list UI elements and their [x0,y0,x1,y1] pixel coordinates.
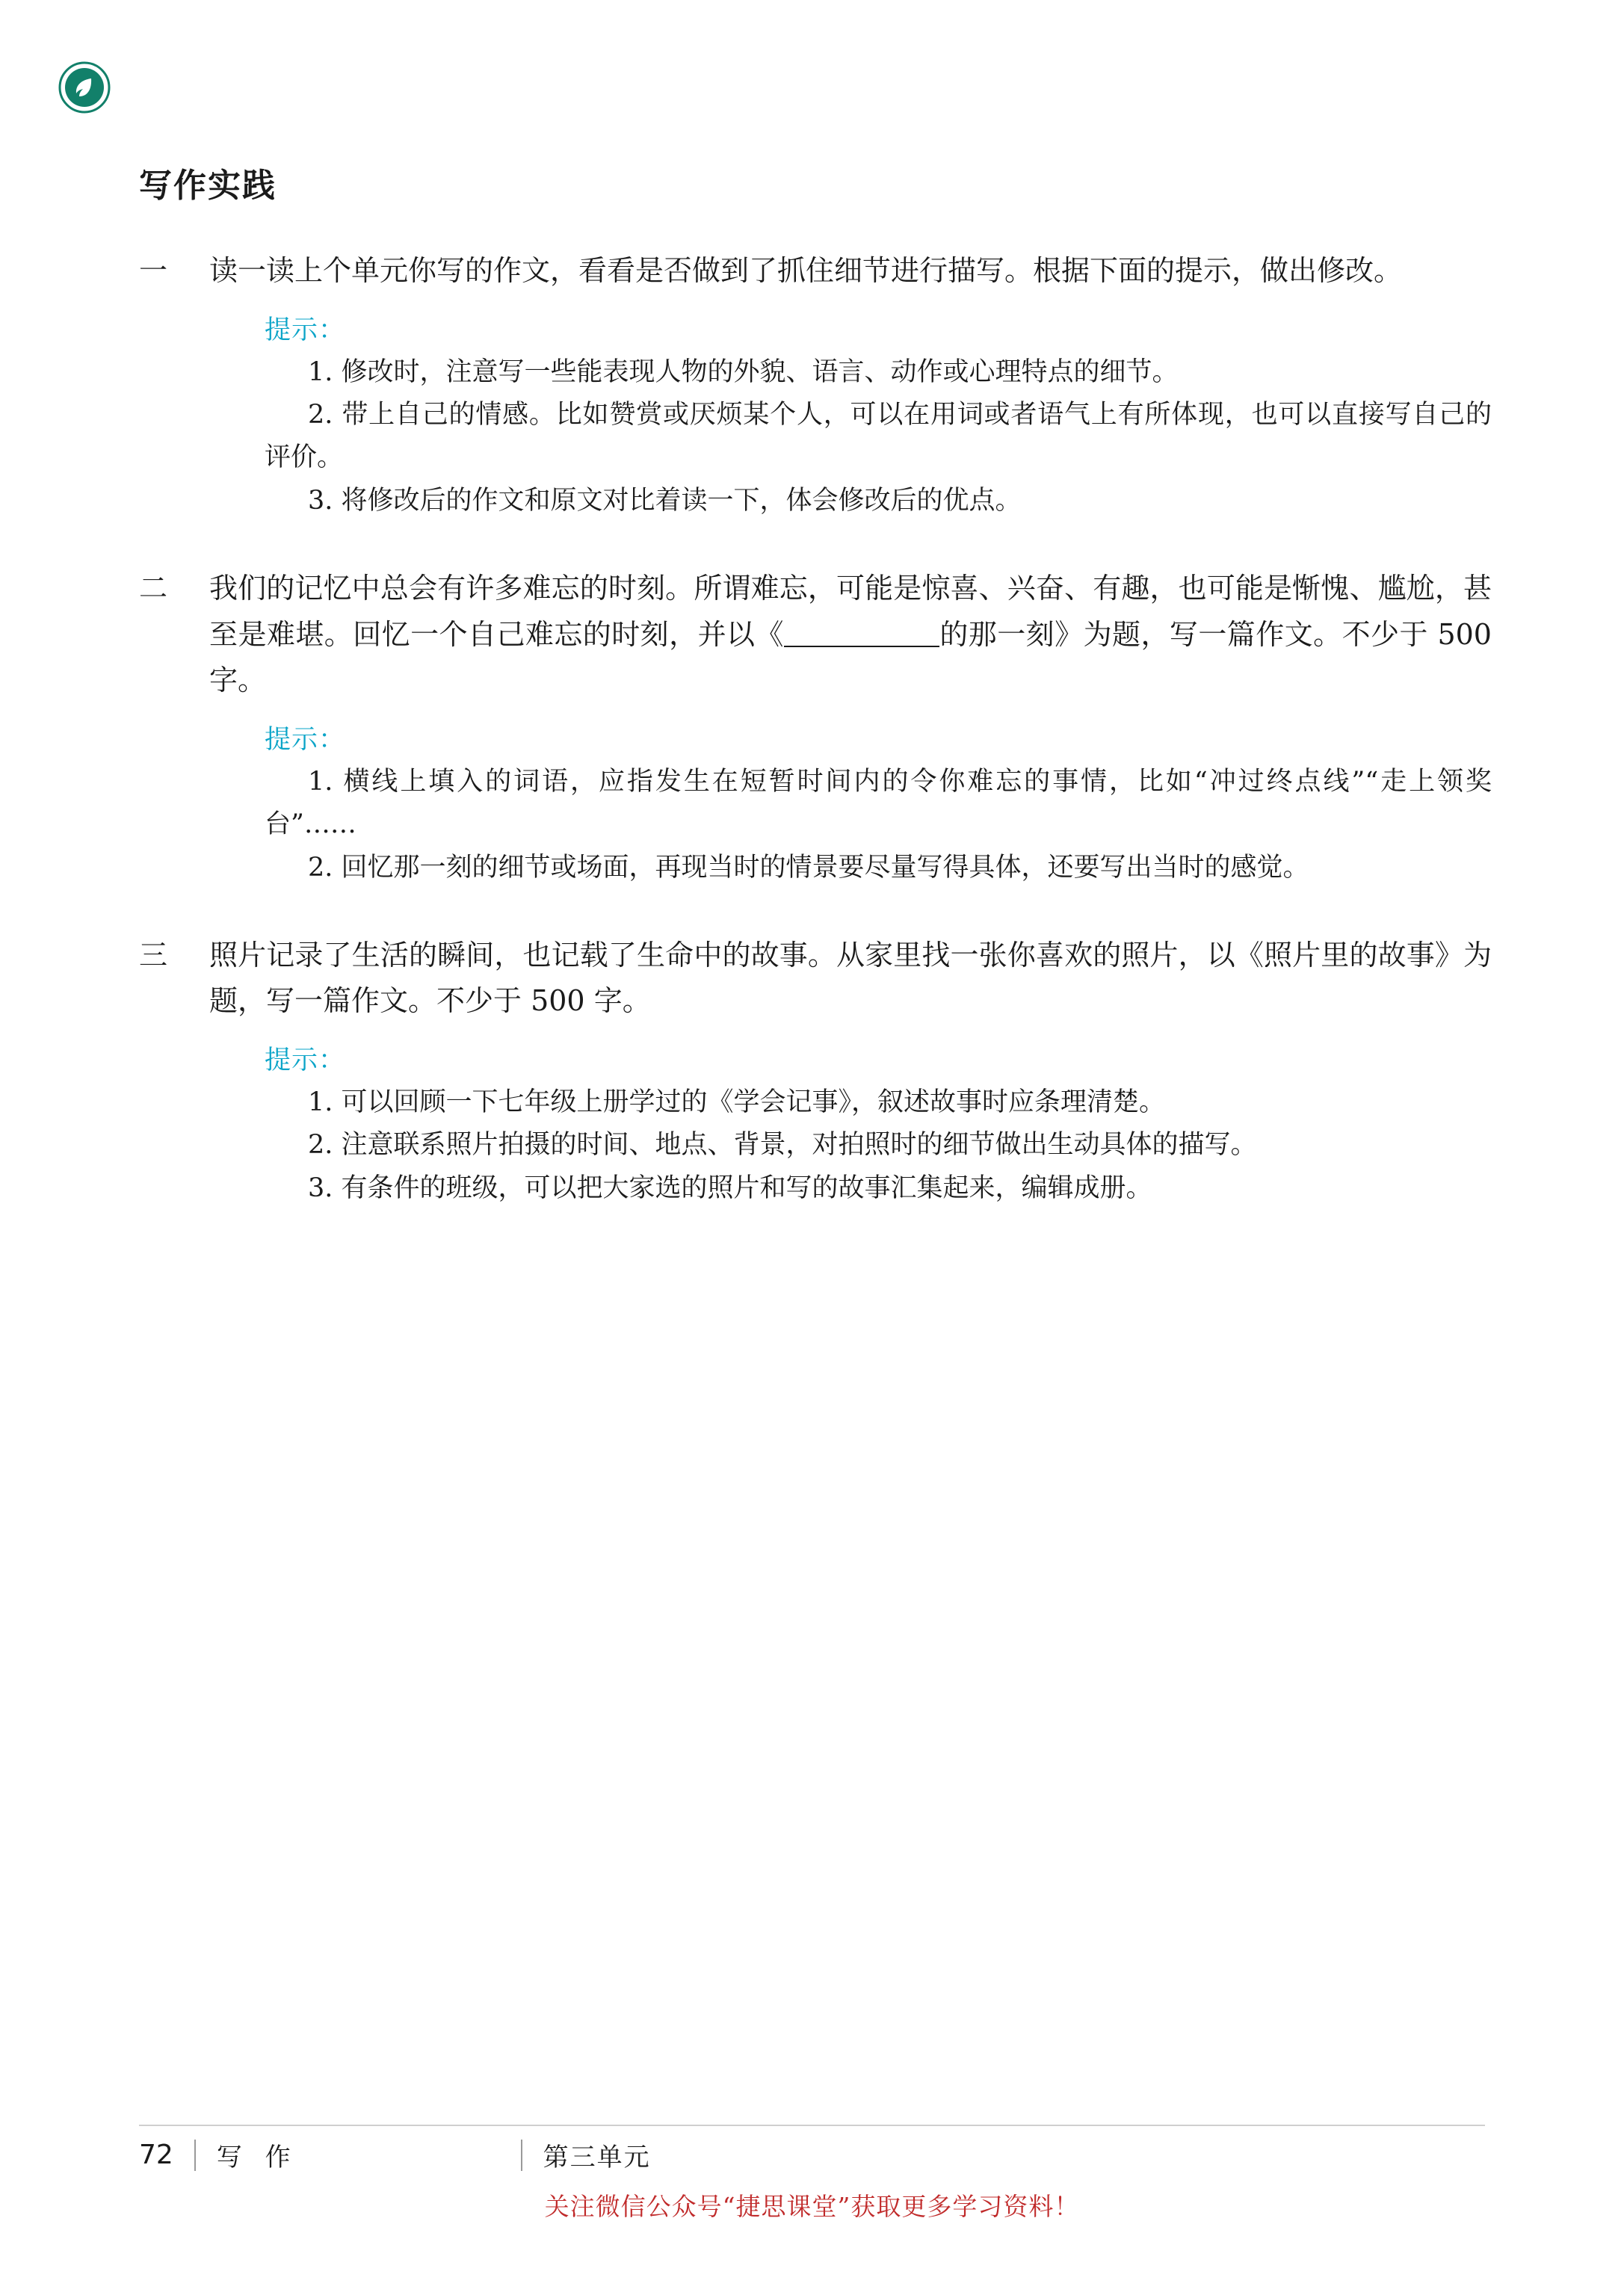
footer-label: 写 作 [216,2143,298,2172]
page-footer [0,2125,1624,2229]
footer-separator [521,2140,522,2171]
exercise-item [139,933,1492,1210]
hint-item: 2. 带上自己的情感。比如赞赏或厌烦某个人，可以在用词或者语气上有所体现，也可以直接写自己的评价。 [265,399,1492,473]
hint-item: 1. 横线上填入的词语，应指发生在短暂时间内的令你难忘的事情，比如“冲过终点线”“走上领奖台”…… [265,766,1492,840]
hint-item: 2. 注意联系照片拍摄的时间、地点、背景，对拍照时的细节做出生动具体的描写。 [308,1130,1257,1161]
exercise-item [139,566,1492,889]
footer-divider [139,2125,1485,2126]
hint-label: 提示： [265,724,346,755]
footer-unit: 第三单元 [543,2143,651,2172]
exercise-stem-part1: 我们的记忆中总会有许多难忘的时刻。所谓难忘，可能是惊喜、兴奋、有趣，也可能是惭愧、尴尬，甚至是难堪。回忆一个自己难忘的时刻，并以《 [209,572,1492,651]
hint-item: 2. 回忆那一刻的细节或场面，再现当时的情景要尽量写得具体，还要写出当时的感觉。 [308,852,1309,883]
exercise-stem-part2: 的那一刻》为题，写一篇作文。不少于 500 字。 [209,617,1492,697]
exercise-number: 一 [139,254,168,287]
hint-item: 1. 修改时，注意写一些能表现人物的外貌、语言、动作或心理特点的细节。 [308,356,1179,387]
page-number: 72 [139,2140,173,2170]
hint-label: 提示： [265,315,346,345]
hint-item: 3. 有条件的班级，可以把大家选的照片和写的故事汇集起来，编辑成册。 [308,1173,1152,1203]
footer-row [139,2137,651,2173]
footer-separator [194,2140,196,2171]
hint-label: 提示： [265,1045,346,1076]
page-content [139,158,1492,1253]
exercise-body [209,933,1492,1210]
hint-block [209,309,1492,523]
exercise-stem: 照片记录了生活的瞬间，也记载了生命中的故事。从家里找一张你喜欢的照片，以《照片里的故事》为题，写一篇作文。不少于 500 字。 [209,938,1492,1018]
exercise-number: 三 [139,938,168,972]
hint-item: 3. 将修改后的作文和原文对比着读一下，体会修改后的优点。 [308,485,1022,516]
page-title: 写作实践 [139,167,277,205]
hint-block [209,719,1492,889]
promo-text: 关注微信公众号“捷思课堂”获取更多学习资料！ [544,2192,1080,2221]
hint-block [209,1040,1492,1210]
exercise-stem [209,566,1492,704]
fill-in-blank [784,646,939,647]
exercise-body [209,248,1492,522]
exercise-number: 二 [139,572,168,605]
exercise-stem: 读一读上个单元你写的作文，看看是否做到了抓住细节进行描写。根据下面的提示，做出修改。 [209,254,1403,287]
exercise-body [209,566,1492,889]
exercise-item [139,248,1492,522]
hint-item: 1. 可以回顾一下七年级上册学过的《学会记事》，叙述故事时应条理清楚。 [308,1087,1166,1118]
leaf-circle-icon [58,61,111,114]
